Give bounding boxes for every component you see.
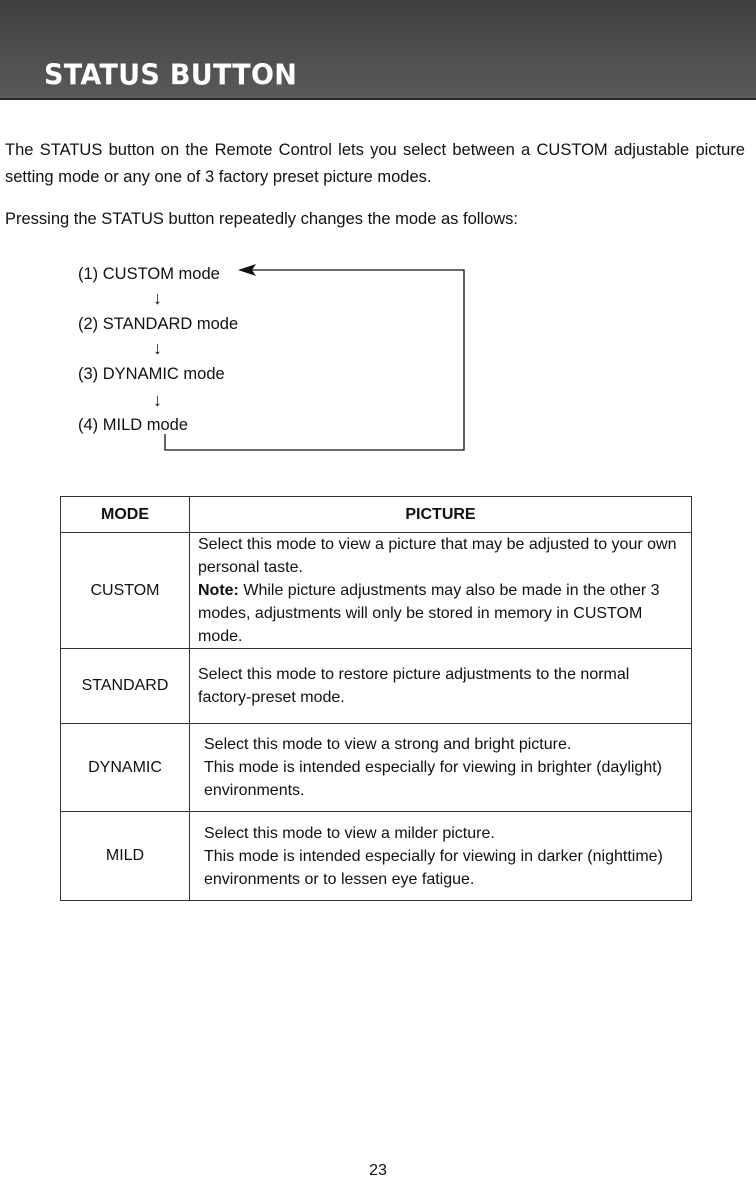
down-arrow-icon: ↓ [153,338,162,358]
mode-description [190,724,692,812]
description-sentence: Select this mode to view a picture that may be adjusted to your own personal taste. [198,536,677,576]
description-text [190,533,691,648]
table-row [61,649,692,724]
mode-description [190,533,692,649]
description-text [190,822,691,891]
mode-description [190,649,692,724]
table-header-row [61,497,692,533]
intro-paragraph: The STATUS button on the Remote Control lets you select between a CUSTOM adjustable picture setting mode or any one of 3 factory preset picture modes. [5,141,745,186]
note-text: While picture adjustments may also be made in the other 3 modes, adjustments will only be stored in memory in CUSTOM mode. [198,582,660,645]
description-line: This mode is intended especially for viewing in darker (nighttime) environments or to lessen eye fatigue. [204,847,663,888]
mode-name: MILD [61,812,190,901]
down-arrow-icon: ↓ [153,390,162,410]
description-line: Select this mode to view a milder picture. [204,824,495,842]
description-text [190,733,691,802]
loop-back-connector [0,0,756,470]
mode-name: DYNAMIC [61,724,190,812]
description-line: Select this mode to view a strong and bright picture. [204,736,572,753]
sequence-item-standard: (2) STANDARD mode [78,315,239,333]
table-row [61,533,692,649]
down-arrow-icon: ↓ [153,288,162,308]
column-header-picture: PICTURE [190,497,692,533]
mode-name: STANDARD [61,649,190,724]
description-text: Select this mode to restore picture adjustments to the normal factory-preset mode. [198,666,630,706]
description-line: This mode is intended especially for viewing in brighter (daylight) environments. [204,759,662,799]
sequence-item-dynamic: (3) DYNAMIC mode [78,365,225,383]
page-number: 23 [369,1162,387,1179]
mode-table [60,496,692,901]
note [198,579,687,648]
column-header-mode: MODE [61,497,190,533]
mode-name: CUSTOM [61,533,190,649]
sequence-intro: Pressing the STATUS button repeatedly changes the mode as follows: [5,210,518,228]
sequence-item-mild: (4) MILD mode [78,416,189,434]
table-row [61,724,692,812]
page-title: STATUS BUTTON [44,59,298,92]
loop-back-line [165,270,464,450]
sequence-item-custom: (1) CUSTOM mode [78,265,220,283]
table-row [61,812,692,901]
note-label: Note: [198,582,239,599]
mode-description [190,812,692,901]
